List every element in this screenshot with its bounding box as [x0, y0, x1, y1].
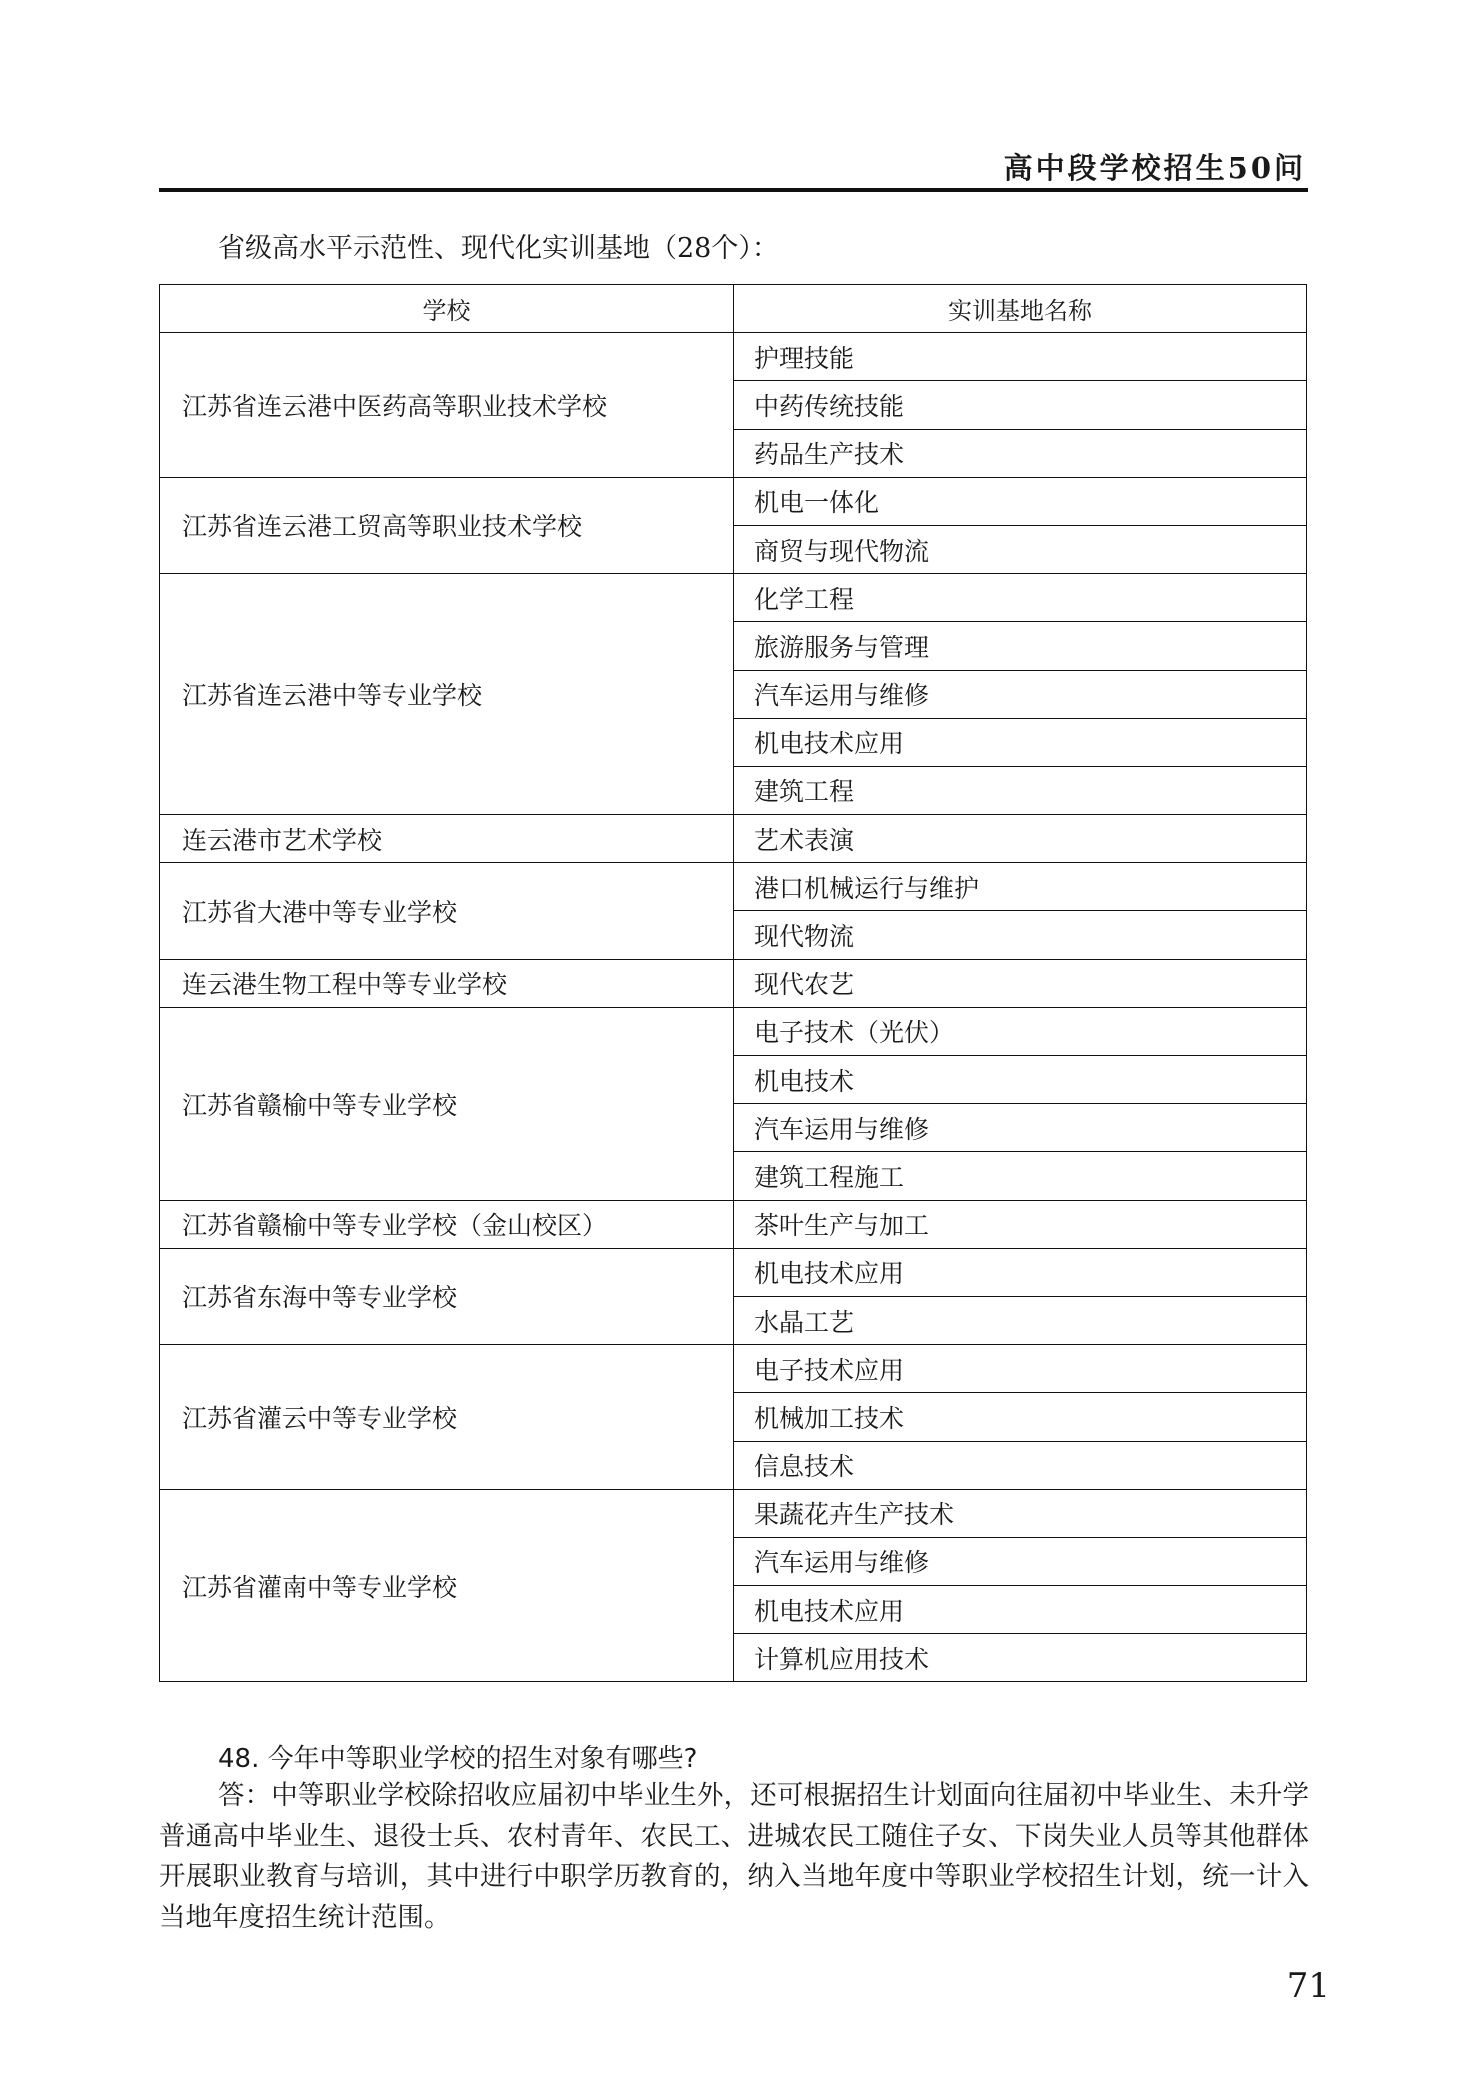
school-cell: 江苏省东海中等专业学校 [160, 1248, 734, 1344]
base-cell: 商贸与现代物流 [734, 525, 1307, 573]
base-cell: 电子技术（光伏） [734, 1007, 1307, 1055]
base-cell: 果蔬花卉生产技术 [734, 1489, 1307, 1537]
table-row [160, 1007, 1307, 1055]
base-cell: 计算机应用技术 [734, 1634, 1307, 1682]
page-number: 71 [1286, 1966, 1330, 2006]
base-cell: 机电技术 [734, 1056, 1307, 1104]
question-heading: 48. 今年中等职业学校的招生对象有哪些? [218, 1744, 698, 1774]
base-cell: 汽车运用与维修 [734, 1104, 1307, 1152]
base-cell: 中药传统技能 [734, 381, 1307, 429]
school-cell: 江苏省连云港中医药高等职业技术学校 [160, 333, 734, 478]
header-rule [159, 188, 1308, 192]
table-row [160, 863, 1307, 911]
school-cell: 江苏省赣榆中等专业学校（金山校区） [160, 1200, 734, 1248]
base-cell: 汽车运用与维修 [734, 1537, 1307, 1585]
running-head-title: 高中段学校招生50问 [1003, 151, 1306, 185]
school-cell: 江苏省灌云中等专业学校 [160, 1345, 734, 1490]
table-row [160, 959, 1307, 1007]
table-row [160, 574, 1307, 622]
school-cell: 江苏省连云港工贸高等职业技术学校 [160, 477, 734, 573]
school-cell: 江苏省灌南中等专业学校 [160, 1489, 734, 1682]
table-header-row [160, 285, 1307, 333]
base-cell: 港口机械运行与维护 [734, 863, 1307, 911]
base-cell: 水晶工艺 [734, 1296, 1307, 1344]
column-header-base: 实训基地名称 [734, 285, 1307, 333]
base-cell: 机电一体化 [734, 477, 1307, 525]
base-cell: 艺术表演 [734, 815, 1307, 863]
base-cell: 旅游服务与管理 [734, 622, 1307, 670]
base-cell: 药品生产技术 [734, 429, 1307, 477]
base-cell: 现代物流 [734, 911, 1307, 959]
school-cell: 连云港生物工程中等专业学校 [160, 959, 734, 1007]
table-row [160, 1345, 1307, 1393]
base-cell: 信息技术 [734, 1441, 1307, 1489]
base-cell: 茶叶生产与加工 [734, 1200, 1307, 1248]
table-intro: 省级高水平示范性、现代化实训基地（28个）： [218, 233, 779, 264]
school-cell: 连云港市艺术学校 [160, 815, 734, 863]
base-cell: 机械加工技术 [734, 1393, 1307, 1441]
base-cell: 机电技术应用 [734, 1586, 1307, 1634]
table-row [160, 1489, 1307, 1537]
base-cell: 机电技术应用 [734, 718, 1307, 766]
school-cell: 江苏省赣榆中等专业学校 [160, 1007, 734, 1200]
base-cell: 电子技术应用 [734, 1345, 1307, 1393]
base-cell: 化学工程 [734, 574, 1307, 622]
school-cell: 江苏省大港中等专业学校 [160, 863, 734, 959]
training-bases-table [159, 284, 1307, 1682]
table-row [160, 1248, 1307, 1296]
base-cell: 建筑工程施工 [734, 1152, 1307, 1200]
column-header-school: 学校 [160, 285, 734, 333]
base-cell: 机电技术应用 [734, 1248, 1307, 1296]
base-cell: 现代农艺 [734, 959, 1307, 1007]
base-cell: 汽车运用与维修 [734, 670, 1307, 718]
base-cell: 建筑工程 [734, 766, 1307, 814]
base-cell: 护理技能 [734, 333, 1307, 381]
table-row [160, 815, 1307, 863]
table-row [160, 1200, 1307, 1248]
table-row [160, 477, 1307, 525]
table-row [160, 333, 1307, 381]
school-cell: 江苏省连云港中等专业学校 [160, 574, 734, 815]
answer-paragraph: 答：中等职业学校除招收应届初中毕业生外，还可根据招生计划面向往届初中毕业生、未升学普通高中毕业生、退役士兵、农村青年、农民工、进城农民工随住子女、下岗失业人员等其他群体开展职业教育与培训，其中进行中职学历教育的，纳入当地年度中等职业学校招生计划，统一计入当地年度招生统计范围。 [159, 1780, 1309, 1933]
